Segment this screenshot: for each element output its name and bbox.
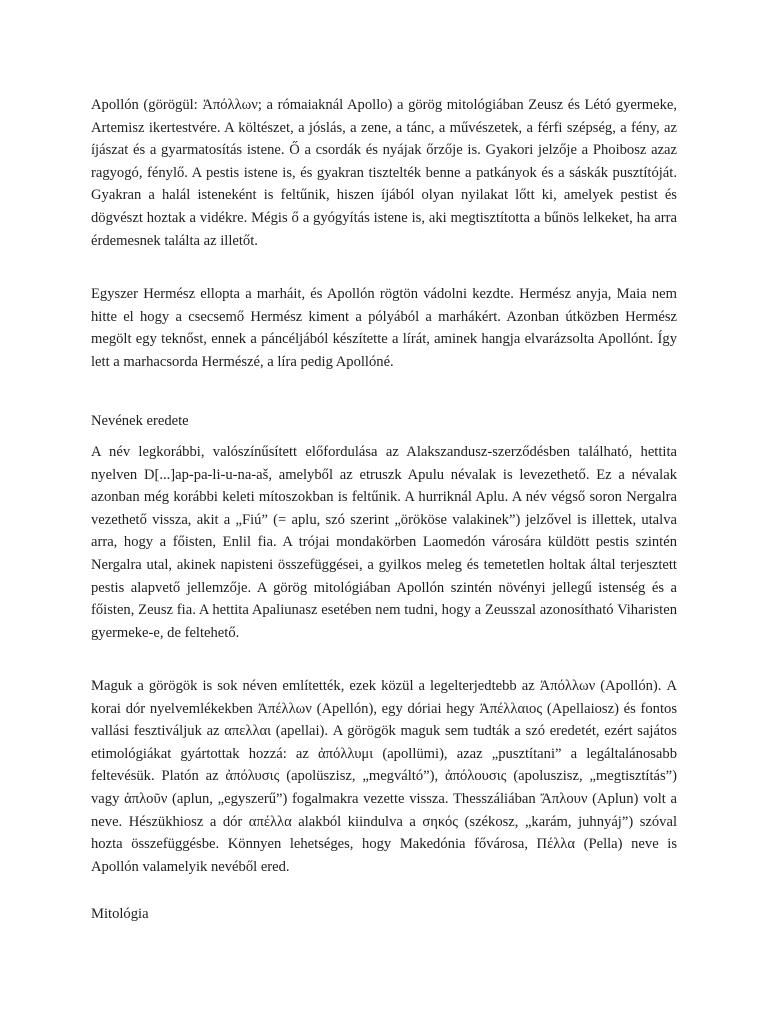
paragraph-name-origin: A név legkorábbi, valószínűsített előfordulása az Alakszandusz-szerződésben található, hettita nyelven D[...]ap-pa-li-u-na-aš, amelyből az etruszk Apulu névalak is levezethető. Ez a névalak azonban még korábbi keleti mítoszokban is feltűnik. A hurriknál Aplu. A név végső soron Nergalra vezethető vissza, akit a „Fiú” (= aplu, szó szerint „örököse valakinek”) jelzővel is illettek, utalva arra, hogy a főisten, Enlil fia. A trójai mondakörben Laomedón városára küldött pestis szintén Nergalra utal, akinek napisteni összefüggései, a gyilkos meleg és temetetlen holtak által terjesztett pestis alapvető jellemzője. A görög mitológiában Apollón szintén növényi jellegű istenség és a főisten, Zeusz fia. A hettita Apaliunasz esetében nem tudni, hogy a Zeusszal azonosítható Viharisten gyermeke-e, de feltehető. [91, 444, 677, 641]
paragraph-greek-names: Maguk a görögök is sok néven említették, ezek közül a legelterjedtebb az Ἀπόλλων (Apollón). A korai dór nyelvemlékekben Ἀπέλλων (Apellón), egy dóriai hegy Ἀπέλλαιος (Apellaiosz) és fontos vallási fesztiváljuk az απελλαι (apellai). A görögök maguk sem tudták a szó eredetét, ezért sajátos etimológiákat gyártottak hozzá: az ἀπόλλυμι (apollümi), azaz „pusztítani” a legáltalánosabb feltevésük. Platón az ἀπόλυσις (apolüszisz, „megváltó”), ἀπόλουσις (apoluszisz, „megtisztítás”) vagy ἁπλοῦν (aplun, „egyszerű”) fogalmakra vezette vissza. Thesszáliában Ἄπλουν (Aplun) volt a neve. Hészükhiosz a dór απέλλα alakból kiindulva a σηκός (székosz, „karám, juhnyáj”) szóval hozta összefüggésbe. Könnyen lehetséges, hogy Makedónia fővárosa, Πέλλα (Pella) neve is Apollón valamelyik nevéből ered. [91, 678, 677, 875]
heading-name-origin: Nevének eredete [91, 413, 189, 429]
paragraph-hermes-story: Egyszer Hermész ellopta a marháit, és Apollón rögtön vádolni kezdte. Hermész anyja, Maia nem hitte el hogy a csecsemő Hermész kiment a pólyából a marhákért. Azonban útközben Hermész megölt egy teknőst, ennek a páncéljából készítette a lírát, aminek hangja elvarázsolta Apollónt. Így lett a marhacsorda Hermészé, a líra pedig Apollóné. [91, 286, 677, 370]
paragraph-intro: Apollón (görögül: Ἀπόλλων; a rómaiaknál Apollo) a görög mitológiában Zeusz és Létó gyermeke, Artemisz ikertestvére. A költészet, a jóslás, a zene, a tánc, a művészetek, a férfi szépség, a fény, az íjászat és a gyarmatosítás istene. Ő a csordák és nyájak őrzője is. Gyakori jelzője a Phoibosz azaz ragyogó, fénylő. A pestis istene is, és gyakran tisztelték benne a patkányok és a sáskák pusztítóját. Gyakran a halál isteneként is feltűnik, hiszen íjából olyan nyilakat lőtt ki, amelyek pestist és dögvészt hoztak a vidékre. Mégis ő a gyógyítás istene is, aki megtisztította a bűnös lelkeket, ha arra érdemesnek találta az illetőt. [91, 97, 677, 249]
heading-mythology: Mitológia [91, 906, 149, 922]
